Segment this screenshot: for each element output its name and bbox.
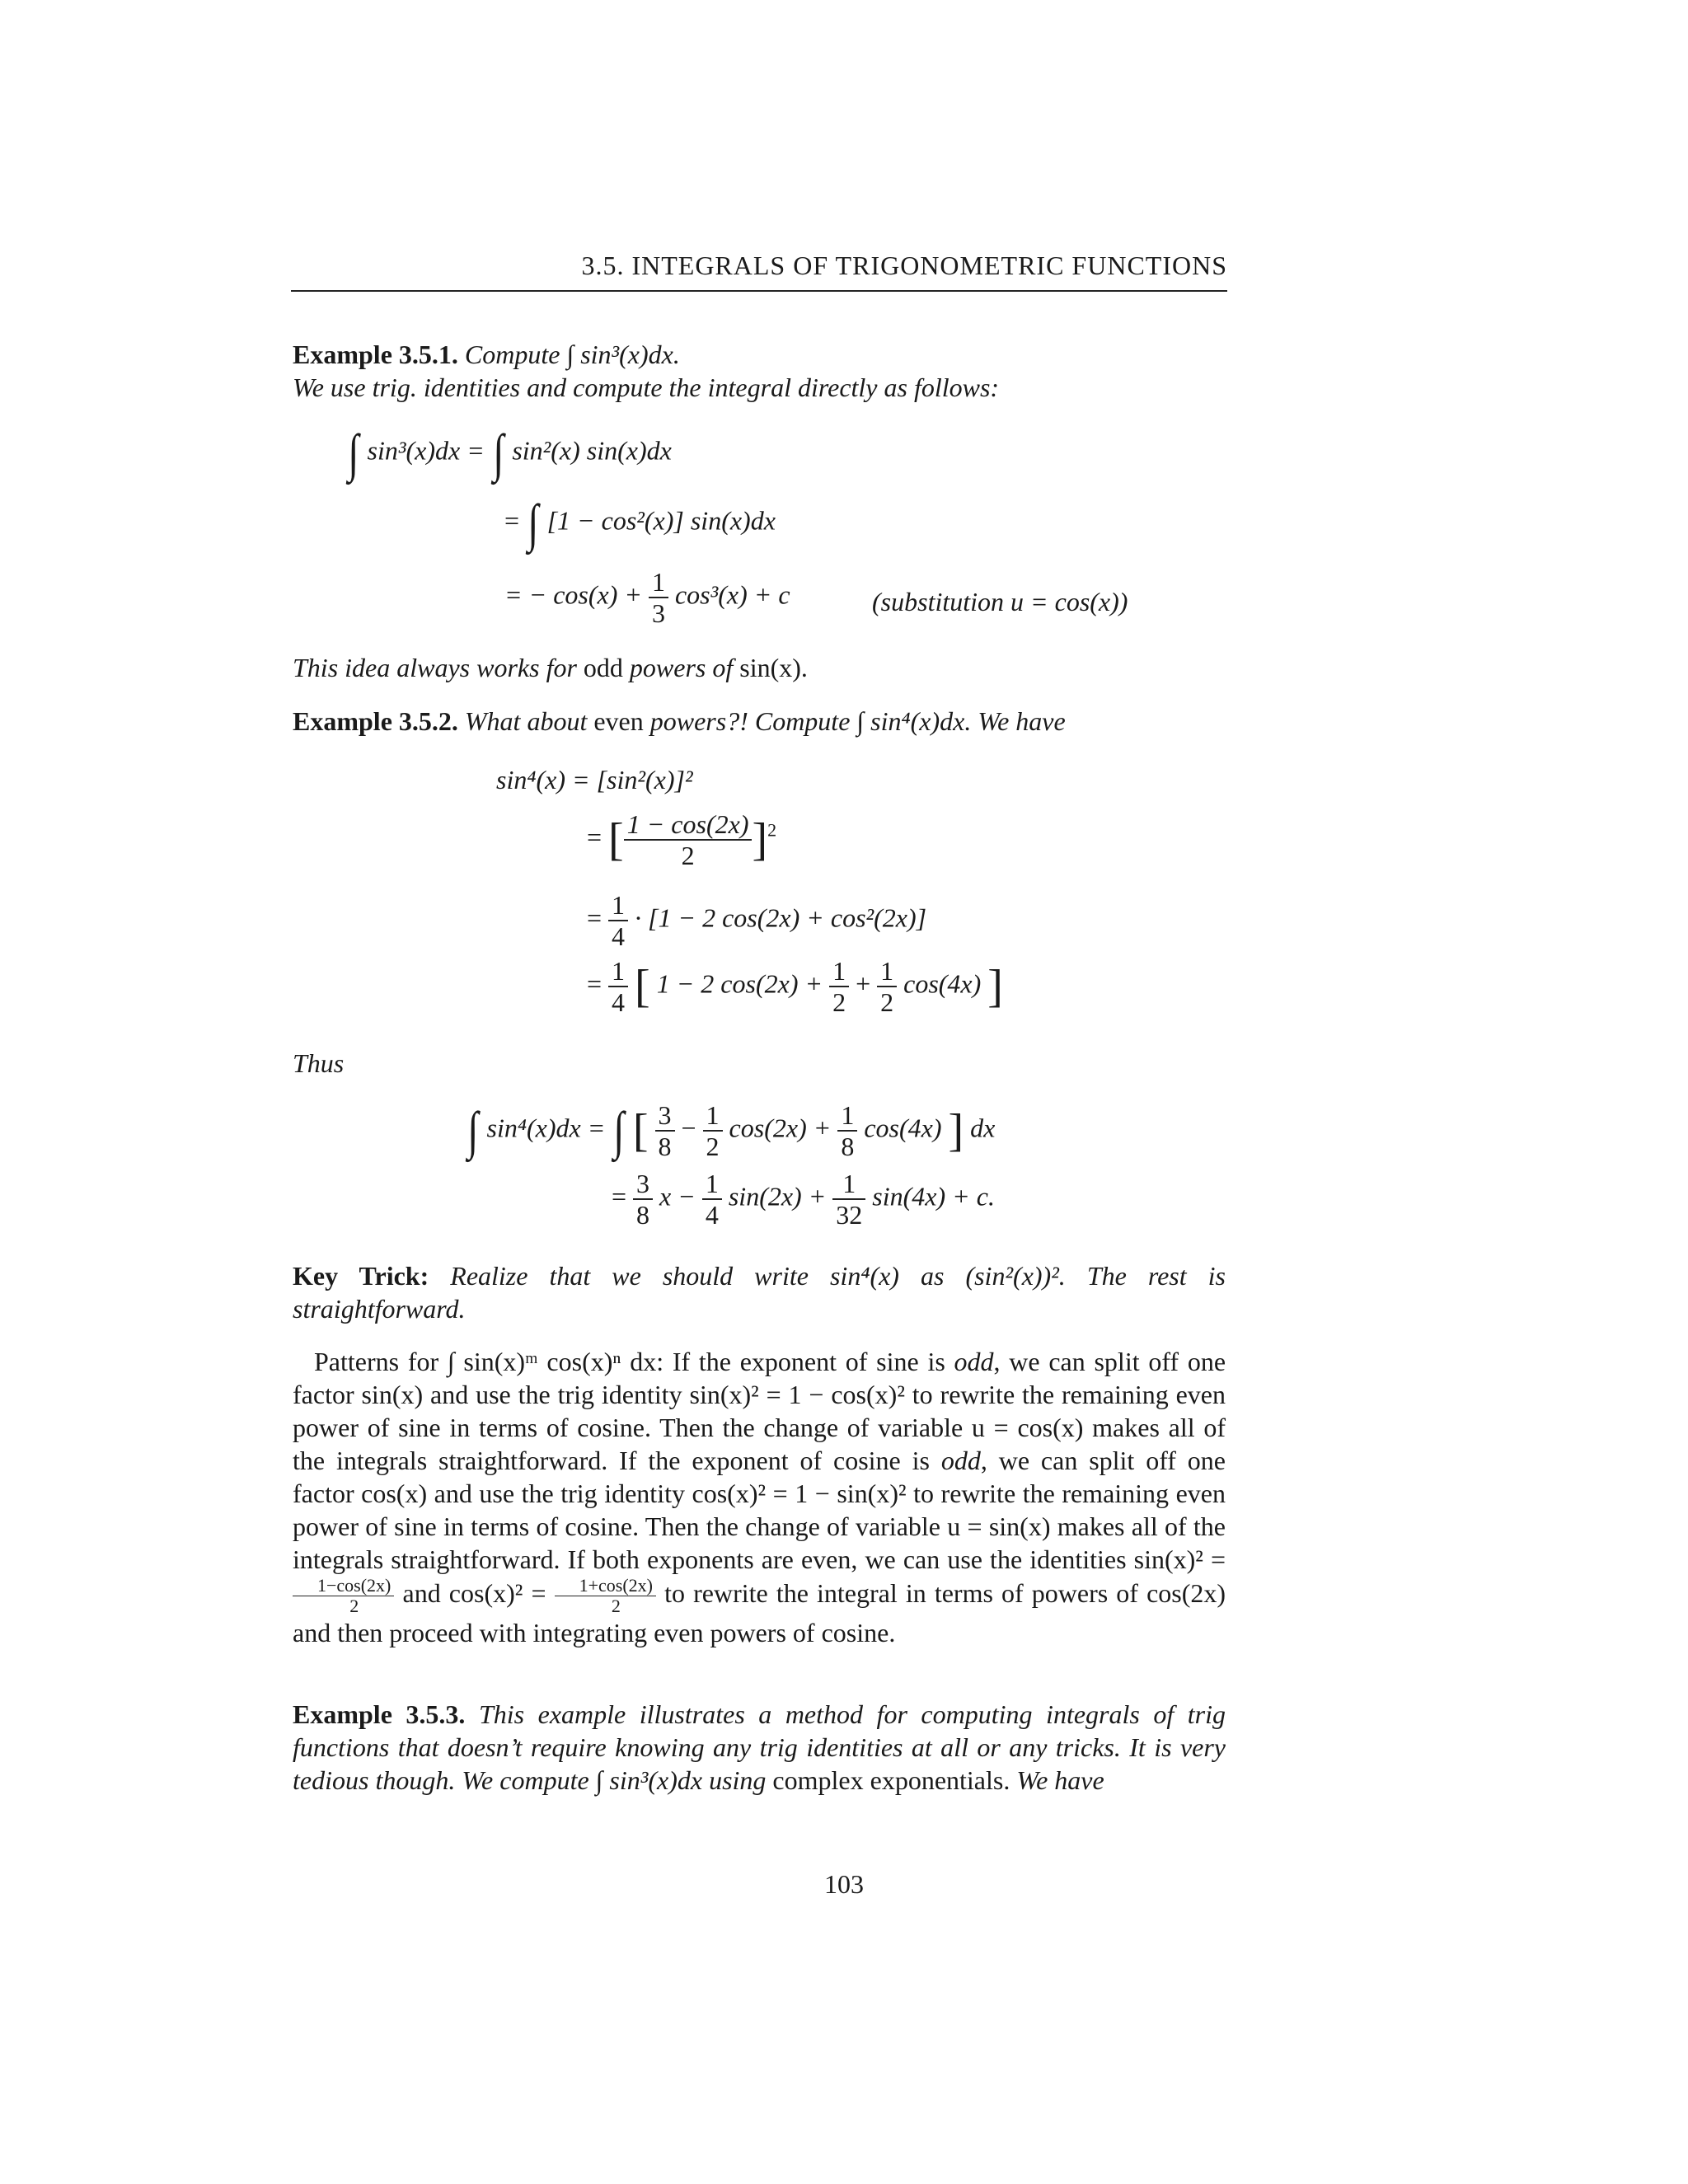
equation-line [504, 567, 790, 628]
equation-line: = [ $\frac{1 - \cos(2x)}{2}$ ]$^2$ [587, 809, 777, 870]
equation-line: = $\frac{1}{4}$ [ 1 − 2 cos(2x) + $\frac{1}{2}$ + $\frac{1}{2}$ cos(4x) ] [587, 956, 1003, 1017]
integral-sign: ∫ [528, 494, 539, 552]
fraction: $\frac{1}{4}$ [608, 956, 628, 1017]
odd-powers-note: This idea always works for odd powers of sin(x). [293, 653, 808, 682]
example-3-5-2-intro: Example 3.5.2. What about even powers?! Compute ∫ sin⁴(x)dx. We have [293, 706, 1066, 736]
example-label: Example 3.5.3. [293, 1699, 466, 1729]
substitution-note: (substitution u = cos(x)) [872, 587, 1128, 616]
equation-text: [1 − cos²(x)] sin(x)dx [546, 505, 776, 536]
fraction: $\frac{1-\cos(2x)}{2}$ [293, 1576, 394, 1616]
fraction: $\frac{1}{4}$ [702, 1169, 722, 1230]
integral-sign: ∫ [348, 424, 359, 482]
thus-label: Thus [293, 1048, 345, 1078]
fraction: $\frac{1 - \cos(2x)}{2}$ [624, 809, 753, 870]
fraction: $\frac{1}{2}$ [829, 956, 849, 1017]
example-label: Example 3.5.1. [293, 340, 458, 369]
page-number: 103 [824, 1869, 864, 1899]
equals-sign: = [504, 505, 520, 536]
fraction: $\frac{1}{4}$ [608, 890, 628, 951]
fraction: $\frac{1}{2}$ [877, 956, 897, 1017]
example-statement: Compute ∫ sin³(x)dx. [464, 340, 680, 369]
equation-line: sin⁴(x) = [sin²(x)]² [496, 765, 693, 794]
equation-line [504, 494, 776, 552]
equation-text: sin²(x) sin(x)dx [512, 435, 672, 466]
key-trick [293, 1259, 1226, 1325]
integral-sign: ∫ [492, 424, 504, 482]
equation-text: = − cos(x) + [504, 579, 642, 610]
equation-text: cos³(x) + c [674, 579, 790, 610]
fraction: $\frac{3}{8}$ [655, 1100, 675, 1161]
fraction: $\frac{1+\cos(2x)}{2}$ [555, 1576, 656, 1616]
equation-line [346, 424, 672, 482]
key-trick-label: Key Trick: [293, 1261, 429, 1291]
running-title: 3.5. INTEGRALS OF TRIGONOMETRIC FUNCTIONS [581, 251, 1227, 280]
patterns-paragraph: Patterns for ∫ sin(x)ᵐ cos(x)ⁿ dx: If the exponent of sine is odd, we can split off one factor sin(x) and use the trig identity sin(x)² = 1 − cos(x)² to rewrite the remaining even power of sine in terms of cosine. Then the change of variable u = cos(x) makes all of the integrals straightforward. If the exponent of cosine is odd, we can split off one factor cos(x) and use the trig identity cos(x)² = 1 − sin(x)² to rewrite the remaining even power of sine in terms of cosine. Then the change of variable u = sin(x) makes all of the integrals straightforward. If both exponents are even, we can use the identities sin(x)² = $\frac{1-\cos(2x)}{2}$ and cos(x)² = $\frac{1+\cos(2x)}{2}$ to rewrite the integral in terms of powers of cos(2x) and then proceed with integrating even powers of cosine. [293, 1347, 1226, 1647]
example-line: We use trig. identities and compute the integral directly as follows: [293, 373, 1000, 402]
example-label: Example 3.5.2. [293, 706, 458, 736]
equation-text: sin³(x)dx = [367, 435, 485, 466]
fraction: $\frac{3}{8}$ [633, 1169, 653, 1230]
equation-line: = $\frac{3}{8}$ x − $\frac{1}{4}$ sin(2x) + $\frac{1}{32}$ sin(4x) + c. [612, 1169, 995, 1230]
fraction: $\frac{1}{3}$ [649, 567, 668, 628]
example-3-5-3: Example 3.5.3. This example illustrates a method for computing integrals of trig functions that doesn’t require knowing any trig identities at all or any tricks. It is very tedious though. We compute ∫ sin³(x)dx using complex exponentials. We have [293, 1699, 1226, 1795]
equation-line: ∫ sin⁴(x)dx = ∫ [ $\frac{3}{8}$ − $\frac{1}{2}$ cos(2x) + $\frac{1}{8}$ cos(4x) ] dx [467, 1100, 996, 1161]
fraction: $\frac{1}{2}$ [703, 1100, 723, 1161]
example-3-5-1-intro [293, 338, 1226, 404]
equation-line: = $\frac{1}{4}$ · [1 − 2 cos(2x) + cos²(2x)] [587, 890, 927, 951]
fraction: $\frac{1}{8}$ [837, 1100, 857, 1161]
fraction: $\frac{1}{32}$ [832, 1169, 865, 1230]
running-header [291, 247, 1227, 292]
key-trick-text: Realize that we should write sin⁴(x) as (sin²(x))². The rest is straightforward. [293, 1261, 1226, 1324]
